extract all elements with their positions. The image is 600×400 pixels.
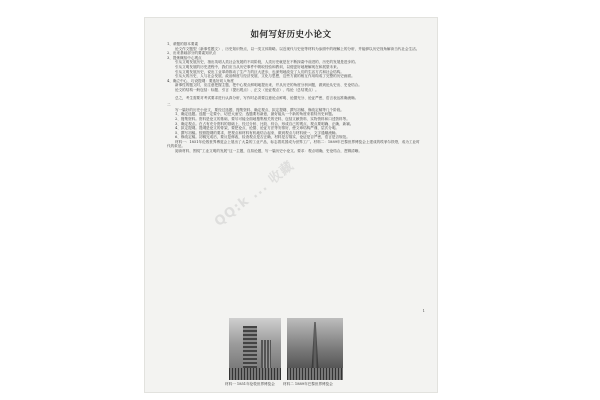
section-heading: 1、命题的基本要素 — [167, 42, 199, 46]
section-heading: 3、提炼概括中心观点 — [167, 55, 202, 60]
paragraph: 引从文明发展历史，指出英明人类社会发展的不同阶段，人类历史就是在不断探索中前进的，历史的发展是进步的。 — [175, 60, 359, 65]
figure-caption-2: 材料二 1889年巴黎世界博览会 — [283, 382, 333, 386]
paragraph: 4、拟定提纲。提纲是论文的骨架，要把论点、论据、论证方法等安排好，使文章结构严谨、层次分明。 — [175, 126, 340, 131]
document-page — [145, 18, 437, 392]
paragraph: 引从文明发展历史，说出工业革命推动了生产力的巨大进步，也深刻地改变了人们的生活方式和社会结构。 — [175, 69, 344, 74]
paragraph: 总之，考生需要对考试要求进行认真分析，写作时必须要注意论点鲜明、论据充分、论证严密，语言表达准确流畅。 — [175, 95, 359, 100]
paragraph: 引从文明发展的历史进程中，我们应当从历史事件中吸取经验和教训，以便更好地理解现在和展望未来。 — [175, 64, 341, 69]
section-heading: 2、出来基础部分的要素知识点 — [167, 51, 217, 56]
watermark: QQ:k ... 收藏 — [211, 158, 298, 230]
paragraph: 写一篇好的历史小论文，要经过选题、搜集资料、确定观点、拟定提纲、撰写初稿、修改定稿等几个阶段。 — [175, 107, 344, 112]
paragraph: 1、确定选题。选题一定要小，切忌大而空；选题要有新意，最好能从一个新的角度来看待历史问题。 — [175, 112, 336, 117]
document-body — [167, 42, 423, 314]
paragraph: 新事性的题文时，应注意把握主题，把中心观点鲜明地提出来，并从历史的角度分析问题，做到论从史出、史论结合。 — [175, 83, 362, 88]
paragraph: 3、确定观点。在占有充分资料的基础上，经过分析、比较、综合，形成自己的观点，观点要明确、正确、新颖。 — [175, 121, 354, 126]
paragraph: 2、搜集资料。资料是论文的基础，要尽可能全面地搜集相关的史料，包括文献资料、实物资料和口述资料等。 — [175, 116, 350, 121]
paragraph: 论文的结构一般包括：标题、引言（提出观点）、正文（论证观点）、结论（总结观点）。 — [175, 87, 319, 92]
paragraph: 5、撰写初稿。按照提纲的要求，把观点和材料有机地结合起来，做到观点与材料统一，文字通顺流畅。 — [175, 130, 340, 135]
section-heading: 4、确立中心、巧设提纲：要选好切入角度 — [167, 78, 234, 83]
figure-image-2 — [287, 318, 343, 380]
figure-image-1 — [229, 318, 281, 380]
paragraph: 引从大的历史，人与社会发展、政治制度与经济发展、文化与思想，这些方面的相互作用构成了完整的历史画面。 — [175, 74, 355, 79]
paragraph: 论文作文题型（新事性题文）、历史知识特点，以一类文体简略。以近现代与史论等材料为参照中的理解上的分析，并能够以历史视角解读当代社会生活。 — [175, 46, 420, 51]
paragraph: 材料一：1851年伦敦世界博览会上展出了大量的工业产品，标志着英国成为世界工厂。材料二：1889年巴黎世界博览会上建成的埃菲尔铁塔，成为工业时代的象征。 — [167, 139, 420, 149]
paragraph: 阅读材料，围绕“工业文明的发展”这一主题，自拟论题，写一篇历史小论文。要求：观点明确，史论结合，逻辑清晰。 — [175, 149, 362, 154]
page-number: 1 — [422, 308, 425, 313]
paragraph: 6、修改定稿。初稿完成后，要反复修改，检查观点是否正确，材料是否翔实，论证是否严密，语言是否规范。 — [175, 135, 350, 140]
document-title: 如何写好历史小论文 — [250, 30, 332, 40]
figure-caption-1: 材料一 1851年伦敦世界博览会 — [225, 382, 275, 386]
section-heading: 二 — [167, 103, 171, 108]
